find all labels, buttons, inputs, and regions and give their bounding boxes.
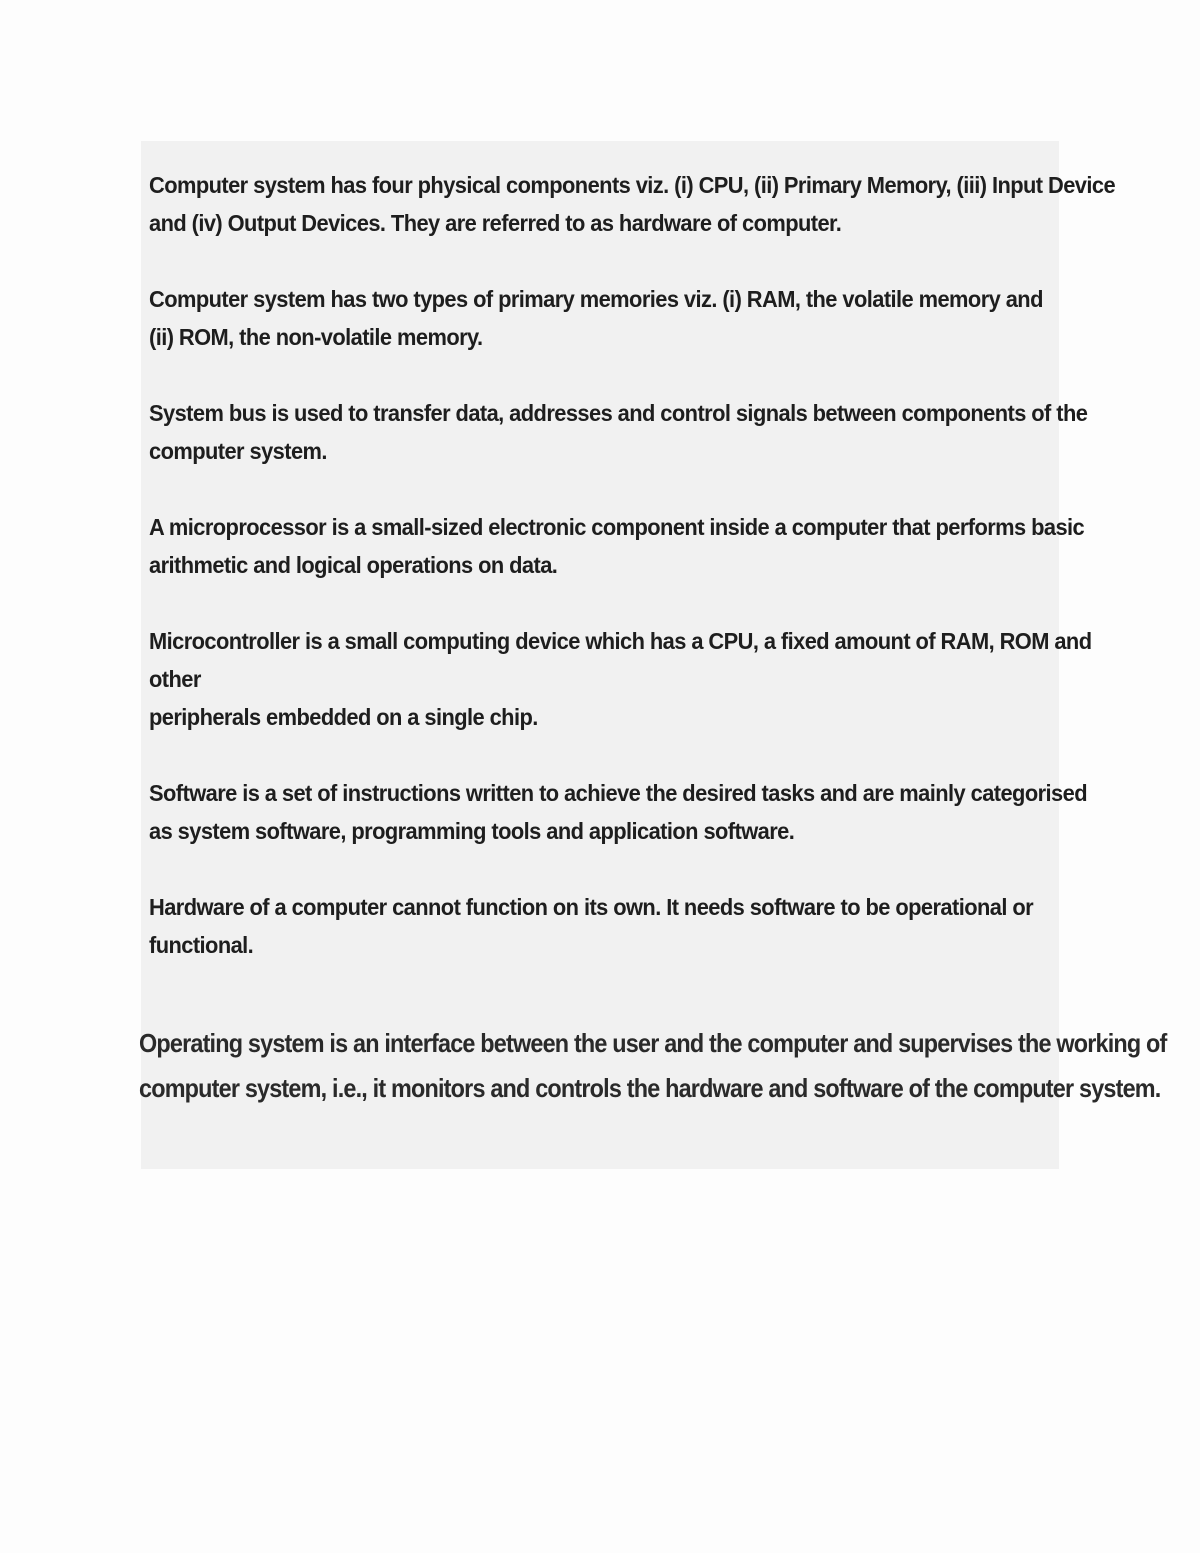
- text-line: Software is a set of instructions written to achieve the desired tasks and are mainly categorised: [149, 780, 1087, 806]
- text-line: Microcontroller is a small computing device which has a CPU, a fixed amount of RAM, ROM and: [149, 628, 1092, 654]
- paragraph-hardware-needs-software: [149, 888, 1034, 964]
- text-line: A microprocessor is a small-sized electronic component inside a computer that performs basic: [149, 514, 1085, 540]
- text-line: functional.: [149, 932, 254, 958]
- text-line: as system software, programming tools and application software.: [149, 818, 795, 844]
- text-line: peripherals embedded on a single chip.: [149, 704, 538, 730]
- text-line: Hardware of a computer cannot function on its own. It needs software to be operational or: [149, 894, 1034, 920]
- text-line: computer system, i.e., it monitors and controls the hardware and software of the computer system.: [139, 1073, 1161, 1103]
- text-line: other: [149, 666, 201, 692]
- text-line: arithmetic and logical operations on data.: [149, 552, 558, 578]
- paragraph-hardware-components: [149, 166, 1116, 242]
- paragraph-microprocessor: [149, 508, 1085, 584]
- paragraph-operating-system: [139, 1021, 1167, 1111]
- notes-panel: [139, 141, 1167, 1169]
- text-line: computer system.: [149, 438, 327, 464]
- text-line: System bus is used to transfer data, addresses and control signals between components of the: [149, 400, 1088, 426]
- paragraph-primary-memories: [149, 280, 1043, 356]
- paragraph-system-bus: [149, 394, 1088, 470]
- paragraph-software: [149, 774, 1087, 850]
- text-line: Computer system has two types of primary memories viz. (i) RAM, the volatile memory and: [149, 286, 1043, 312]
- text-line: and (iv) Output Devices. They are referred to as hardware of computer.: [149, 210, 842, 236]
- paragraph-microcontroller: [149, 622, 1092, 736]
- text-line: Operating system is an interface between the user and the computer and supervises the working of: [139, 1028, 1167, 1058]
- text-line: Computer system has four physical components viz. (i) CPU, (ii) Primary Memory, (iii) Input Device: [149, 172, 1116, 198]
- text-line: (ii) ROM, the non-volatile memory.: [149, 324, 483, 350]
